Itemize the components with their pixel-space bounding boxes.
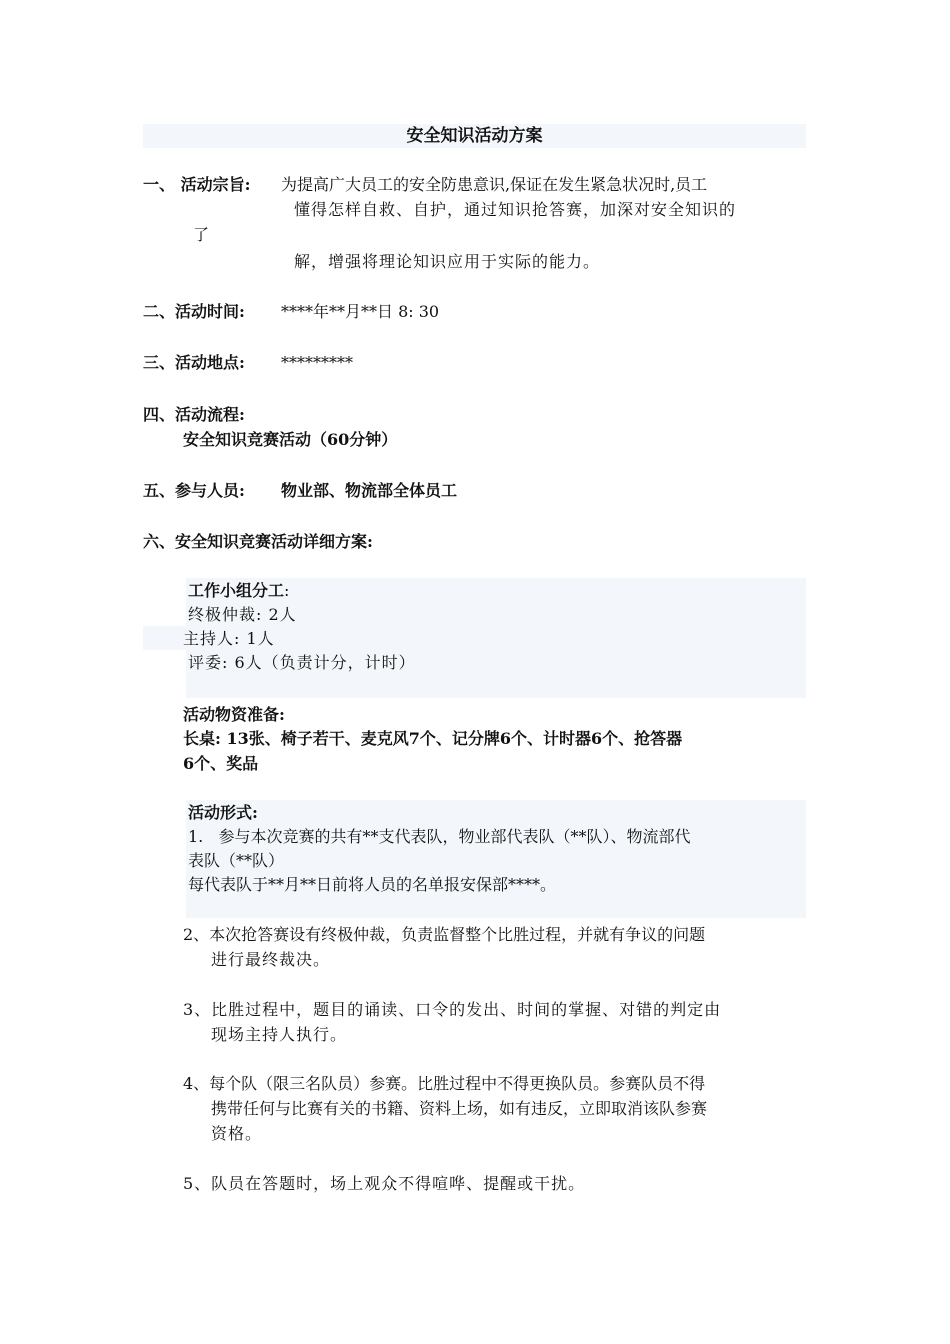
- process-value: 安全知识竞赛活动（60分钟）: [183, 430, 398, 449]
- time-value: ****年**月**日 8: 30: [281, 302, 440, 321]
- purpose-line-4: 解，增强将理论知识应用于实际的能力。: [294, 252, 601, 271]
- detail-label: 六、安全知识竞赛活动详细方案:: [143, 532, 373, 551]
- staff-heading: [188, 580, 289, 602]
- rule-2-line-1: 2、本次抢答赛设有终极仲裁，负责监督整个比胜过程，并就有争议的问题: [183, 925, 706, 944]
- purpose-label: 一、 活动宗旨:: [143, 175, 251, 194]
- purpose-line-1: 为提高广大员工的安全防患意识,保证在发生紧急状况时,员工: [281, 175, 708, 194]
- rule-4-line-2: 携带任何与比赛有关的书籍、资料上场，如有违反，立即取消该队参赛: [211, 1099, 708, 1118]
- rule-3-line-1: 3、比胜过程中，题目的诵读、口令的发出、时间的掌握、对错的判定由: [183, 1000, 722, 1019]
- materials-heading: 活动物资准备:: [183, 705, 285, 724]
- materials-line-1: 长桌: 13张、椅子若干、麦克风7个、记分牌6个、计时器6个、抢答器: [183, 729, 683, 748]
- staff-item: 终极仲裁: 2人: [188, 605, 297, 624]
- staff-item: 主持人: 1人: [183, 629, 275, 648]
- rule-3-line-2: 现场主持人执行。: [211, 1025, 348, 1044]
- format-item-1-line-3: 每代表队于**月**日前将人员的名单报安保部****。: [188, 875, 557, 894]
- purpose-line-2: 懂得怎样自救、自护，通过知识抢答赛，加深对安全知识的: [294, 200, 737, 219]
- document-title: 安全知识活动方案: [406, 126, 543, 146]
- rule-2-line-2: 进行最终裁决。: [211, 950, 331, 969]
- location-value: *********: [281, 353, 353, 372]
- participants-value: 物业部、物流部全体员工: [281, 481, 458, 500]
- staff-heading-colon: :: [284, 581, 290, 600]
- purpose-line-3: 了: [193, 225, 210, 244]
- rule-4-line-1: 4、每个队（限三名队员）参赛。比胜过程中不得更换队员。参赛队员不得: [183, 1074, 706, 1093]
- rule-4-line-3: 资格。: [211, 1124, 263, 1143]
- staff-shading-left: [143, 626, 186, 650]
- location-label: 三、活动地点:: [143, 353, 245, 372]
- format-item-1-line-2: 表队（**队）: [188, 851, 285, 870]
- participants-label: 五、参与人员:: [143, 481, 245, 500]
- staff-heading-text: 工作小组分工: [188, 581, 285, 600]
- staff-item: 评委: 6人（负责计分，计时）: [188, 653, 416, 672]
- time-label: 二、活动时间:: [143, 302, 245, 321]
- process-label: 四、活动流程:: [143, 405, 245, 424]
- format-item-1-line-1: 1. 参与本次竞赛的共有**支代表队，物业部代表队（**队）、物流部代: [188, 827, 691, 846]
- rule-5-line-1: 5、队员在答题时，场上观众不得喧哗、提醒或干扰。: [183, 1174, 586, 1193]
- format-heading: 活动形式:: [188, 803, 258, 822]
- materials-line-2: 6个、奖品: [183, 754, 259, 773]
